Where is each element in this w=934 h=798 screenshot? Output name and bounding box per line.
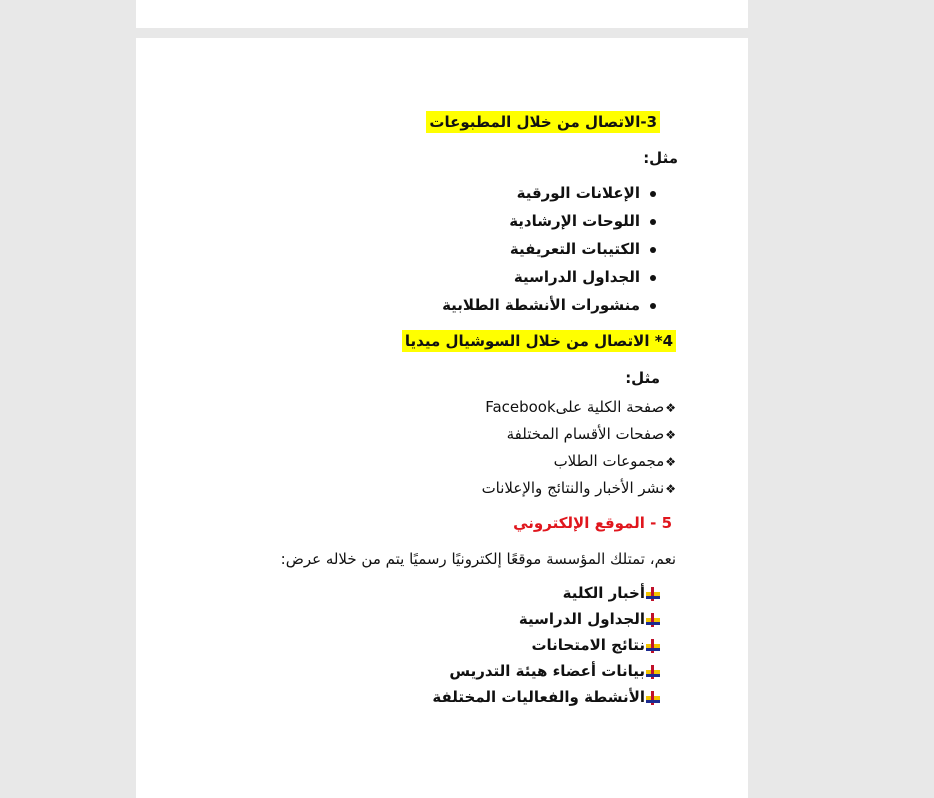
section-5-intro: نعم، تمتلك المؤسسة موقعًا إلكترونيًا رسميًا يتم من خلاله عرض:	[280, 550, 676, 568]
section-4-list-item: ❖صفحات الأقسام المختلفة	[506, 425, 676, 443]
diamond-bullet-icon: ❖	[665, 428, 676, 442]
section-5-heading: 5 - الموقع الإلكتروني	[513, 514, 672, 532]
bullet-icon	[650, 247, 656, 253]
diamond-bullet-icon: ❖	[665, 401, 676, 415]
diamond-bullet-icon: ❖	[665, 455, 676, 469]
bullet-icon	[650, 191, 656, 197]
bullet-icon	[650, 219, 656, 225]
arrow-bullet-icon	[646, 613, 660, 627]
arrow-bullet-icon	[646, 639, 660, 653]
section-5-list-item: نتائج الامتحانات	[531, 635, 660, 655]
section-3-example-label: مثل:	[643, 149, 678, 167]
previous-page	[136, 0, 748, 28]
diamond-bullet-icon: ❖	[665, 482, 676, 496]
section-5-list-item: أخبار الكلية	[563, 583, 660, 603]
bullet-icon	[650, 303, 656, 309]
section-5-list-item: الجداول الدراسية	[519, 609, 660, 629]
section-5-list-item: بيانات أعضاء هيئة التدريس	[449, 661, 660, 681]
arrow-bullet-icon	[646, 691, 660, 705]
document-page	[136, 38, 748, 798]
section-3-list-item: الجداول الدراسية	[514, 267, 656, 287]
section-3-list-item: اللوحات الإرشادية	[509, 211, 656, 231]
section-4-heading: 4* الاتصال من خلال السوشيال ميديا	[402, 331, 676, 351]
section-4-list-item: ❖صفحة الكلية علىFacebook	[485, 398, 676, 416]
arrow-bullet-icon	[646, 665, 660, 679]
bullet-icon	[650, 275, 656, 281]
section-4-example-label: مثل:	[625, 369, 660, 387]
section-3-list-item: منشورات الأنشطة الطلابية	[442, 295, 656, 315]
section-5-list-item: الأنشطة والفعاليات المختلفة	[432, 687, 660, 707]
section-3-list-item: الكتيبات التعريفية	[510, 239, 656, 259]
section-3-heading: 3-الاتصال من خلال المطبوعات	[426, 112, 660, 132]
arrow-bullet-icon	[646, 587, 660, 601]
section-3-list-item: الإعلانات الورقية	[517, 183, 656, 203]
section-4-list-item: ❖مجموعات الطلاب	[553, 452, 676, 470]
section-4-list-item: ❖نشر الأخبار والنتائج والإعلانات	[481, 479, 676, 497]
